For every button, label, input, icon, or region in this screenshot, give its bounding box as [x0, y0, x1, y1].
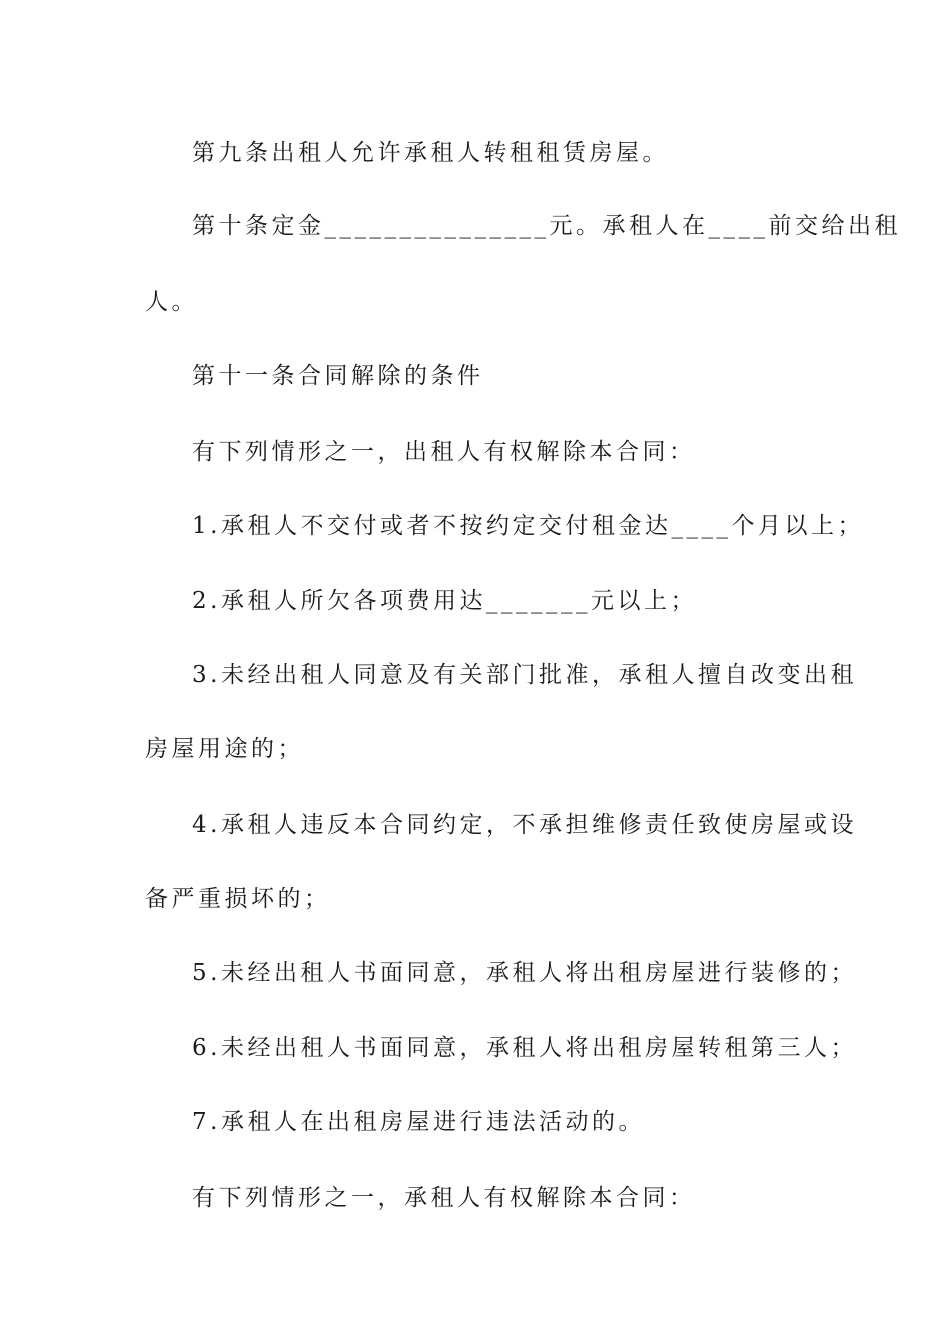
lessor-termination-intro: 有下列情形之一，出租人有权解除本合同： — [192, 439, 696, 465]
condition-3-line-1: 3.未经出租人同意及有关部门批准，承租人擅自改变出租 — [192, 662, 857, 688]
condition-5: 5.未经出租人书面同意，承租人将出租房屋进行装修的； — [192, 960, 857, 986]
condition-4-line-2: 备严重损坏的； — [145, 886, 331, 912]
condition-2: 2.承租人所欠各项费用达_______元以上； — [192, 588, 697, 614]
clause-11-heading: 第十一条合同解除的条件 — [192, 363, 484, 389]
condition-3-line-2: 房屋用途的； — [145, 736, 304, 762]
lessee-termination-intro: 有下列情形之一，承租人有权解除本合同： — [192, 1185, 696, 1211]
condition-6: 6.未经出租人书面同意，承租人将出租房屋转租第三人； — [192, 1035, 857, 1061]
clause-10-line-1: 第十条定金_______________元。承租人在____前交给出租 — [192, 213, 901, 239]
condition-1: 1.承租人不交付或者不按约定交付租金达____个月以上； — [192, 513, 864, 539]
condition-7: 7.承租人在出租房屋进行违法活动的。 — [192, 1109, 645, 1135]
clause-10-line-2: 人。 — [145, 289, 198, 315]
condition-4-line-1: 4.承租人违反本合同约定，不承担维修责任致使房屋或设 — [192, 812, 857, 838]
clause-9: 第九条出租人允许承租人转租租赁房屋。 — [192, 140, 669, 166]
